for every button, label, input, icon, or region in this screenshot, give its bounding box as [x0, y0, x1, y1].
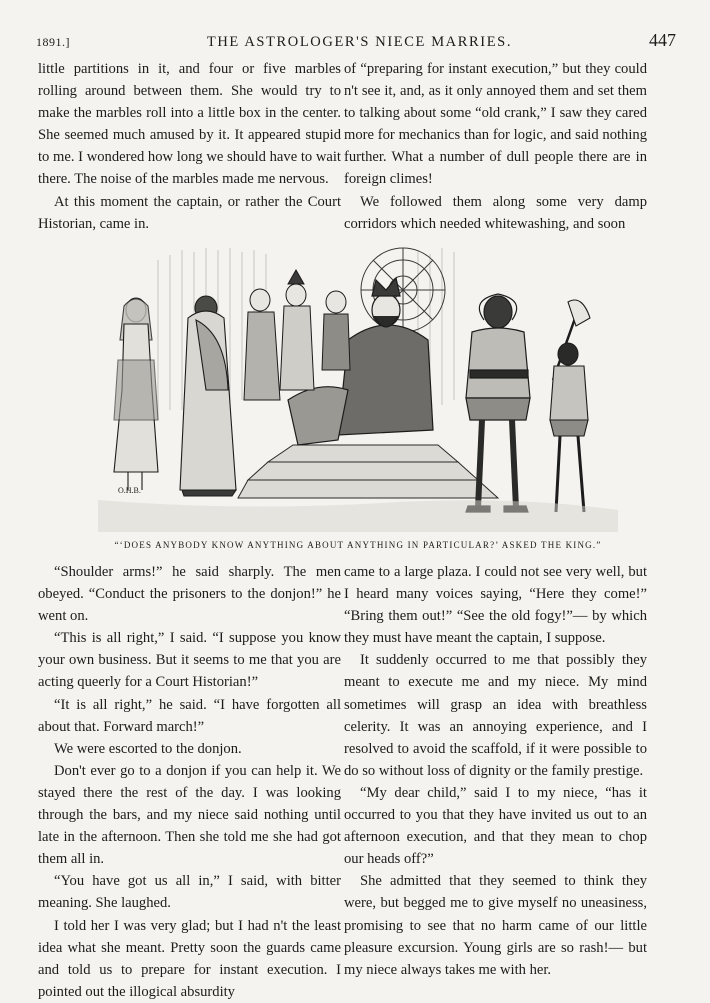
- header-title: THE ASTROLOGER'S NIECE MARRIES.: [206, 34, 513, 50]
- text-column-bottom-left: [38, 561, 341, 1003]
- paragraph: came to a large plaza. I could not see very well, but I heard many voices saying, “Here they come!” “Bring them out!” “See the old fogy!”— by which they must have meant the captain, I suppose.: [344, 564, 647, 647]
- paragraph: We followed them along some very damp corridors which needed whitewashing, and soon: [344, 193, 647, 232]
- page-number: 447: [648, 30, 676, 50]
- king-throne-illustration: [98, 240, 618, 532]
- paragraph: little partitions in it, and four or five marbles rolling around between them. She would try to make the marbles roll into a little box in the center. She seemed much amused by it. It appeared stupid to me. I wondered how long we should have to wait there. The noise of the marbles made me nervous.: [38, 61, 341, 188]
- header-date: 1891.]: [36, 35, 70, 49]
- text-column-top-right: [344, 58, 647, 235]
- text-column-bottom-right: [344, 561, 647, 981]
- artist-signature: O.H.B.: [118, 486, 141, 495]
- paragraph: “My dear child,” said I to my niece, “has it occurred to you that they have invited us out to an afternoon execution, and that they mean to chop our heads off?”: [344, 784, 647, 868]
- paragraph: of “preparing for instant execution,” but they could n't see it, and, as it only annoyed them and set them to talking about some “old crank,” I saw they cared more for mechanics than for logic, and said nothing further. What a number of dull people there are in foreign climes!: [344, 61, 647, 188]
- paragraph: “This is all right,” I said. “I suppose you know your own business. But it seems to me that you are acting queerly for a Court Historian!”: [38, 630, 341, 691]
- text-column-top-left: [38, 58, 341, 235]
- paragraph: Don't ever go to a donjon if you can help it. We stayed there the rest of the day. I was looking through the bars, and my niece said nothing until late in the afternoon. Then she told me she had got them all in.: [38, 762, 341, 868]
- paragraph: “Shoulder arms!” he said sharply. The men obeyed. “Conduct the prisoners to the donjon!” he went on.: [38, 564, 341, 625]
- paragraph: She admitted that they seemed to think they were, but begged me to give myself no uneasiness, promising to see that no harm came of our little pleasure excursion. Young girls are so rash!— but my niece always takes me with her.: [344, 873, 647, 978]
- running-header: [36, 30, 676, 52]
- paragraph: “It is all right,” he said. “I have forgotten all about that. Forward march!”: [38, 696, 341, 735]
- illustration-caption: “‘DOES ANYBODY KNOW ANYTHING ABOUT ANYTHING IN PARTICULAR?’ ASKED THE KING.”: [114, 540, 602, 550]
- paragraph: At this moment the captain, or rather the Court Historian, came in.: [38, 193, 341, 232]
- paragraph: “You have got us all in,” I said, with bitter meaning. She laughed.: [38, 873, 341, 912]
- paragraph: I told her I was very glad; but I had n't the least idea what she meant. Pretty soon the guards came and told us to prepare for instant execution. I pointed out the illogical absurdity: [38, 917, 341, 1000]
- paragraph: We were escorted to the donjon.: [54, 740, 242, 757]
- paragraph: It suddenly occurred to me that possibly they meant to execute me and my niece. My mind sometimes will grasp an idea with breathless celerity. It was an annoying experience, and I resolved to avoid the scaffold, if it were possible to do so without loss of dignity or the family prestige.: [344, 652, 647, 779]
